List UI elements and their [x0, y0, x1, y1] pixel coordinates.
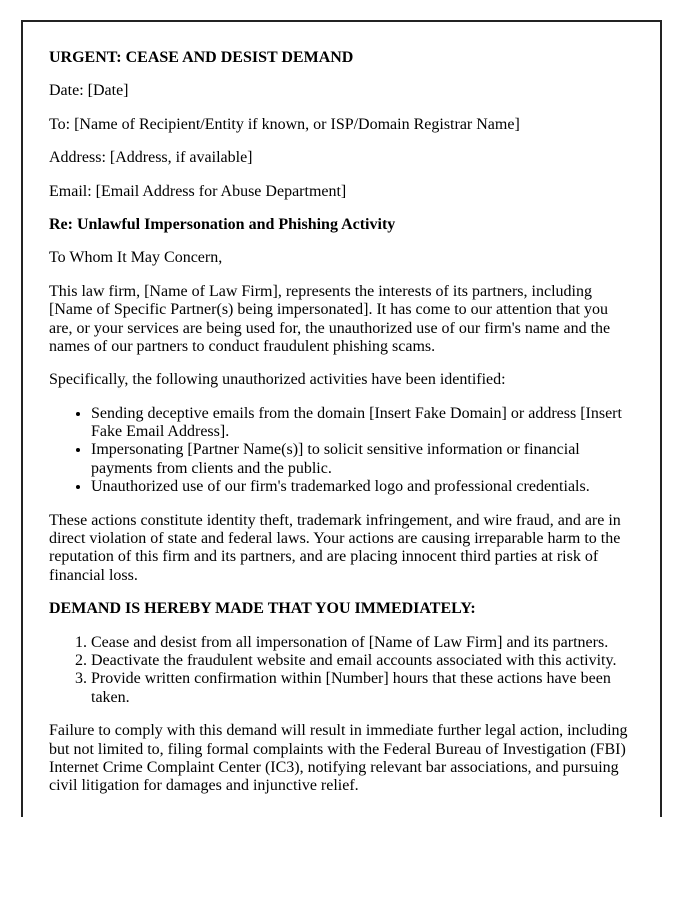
intro-paragraph: This law firm, [Name of Law Firm], represents the interests of its partners, including [Name of Specific Partner(s) being impersonated]. It has come to our attention that you are, or your services are being used for, the unauthorized use of our firm's name and the names of our partners to conduct fraudulent phishing scams. — [49, 282, 611, 355]
address-line: Address: [Address, if available] — [49, 149, 253, 167]
demand-heading: DEMAND IS HEREBY MADE THAT YOU IMMEDIATELY: — [49, 600, 476, 618]
consequences-paragraph: Failure to comply with this demand will result in immediate further legal action, including but not limited to, filing formal complaints with the Federal Bureau of Investigation (FBI) Internet Crime Complaint Center (IC3), notifying relevant bar associations, and pursuing civil litigation for damages and injunctive relief. — [49, 722, 628, 795]
list-item: • Unauthorized use of our firm's trademarked logo and professional credentials. — [91, 478, 632, 496]
list-item: 1. Cease and desist from all impersonation of [Name of Law Firm] and its partners. — [91, 634, 632, 652]
violation-paragraph: These actions constitute identity theft, trademark infringement, and wire fraud, and are in direct violation of state and federal laws. Your actions are causing irreparable harm to the reputation of this firm and its partners, and are placing innocent third parties at risk of financial loss. — [49, 511, 621, 584]
subject-line: Re: Unlawful Impersonation and Phishing Activity — [49, 215, 396, 233]
activities-intro: Specifically, the following unauthorized activities have been identified: — [49, 371, 506, 389]
salutation: To Whom It May Concern, — [49, 249, 223, 267]
recipient-line: To: [Name of Recipient/Entity if known, or ISP/Domain Registrar Name] — [49, 115, 520, 133]
letter-heading: URGENT: CEASE AND DESIST DEMAND — [49, 49, 354, 66]
letter-container — [21, 20, 662, 817]
list-item: • Impersonating [Partner Name(s)] to solicit sensitive information or financial payments from clients and the public. — [91, 441, 632, 478]
unauthorized-activities-list — [49, 405, 632, 497]
list-item: 2. Deactivate the fraudulent website and email accounts associated with this activity. — [91, 652, 632, 670]
date-line: Date: [Date] — [49, 82, 129, 100]
list-item: 3. Provide written confirmation within [Number] hours that these actions have been taken. — [91, 670, 632, 707]
list-item: • Sending deceptive emails from the domain [Insert Fake Domain] or address [Insert Fake Email Address]. — [91, 405, 632, 442]
email-line: Email: [Email Address for Abuse Department] — [49, 182, 347, 200]
demands-list — [49, 634, 632, 708]
